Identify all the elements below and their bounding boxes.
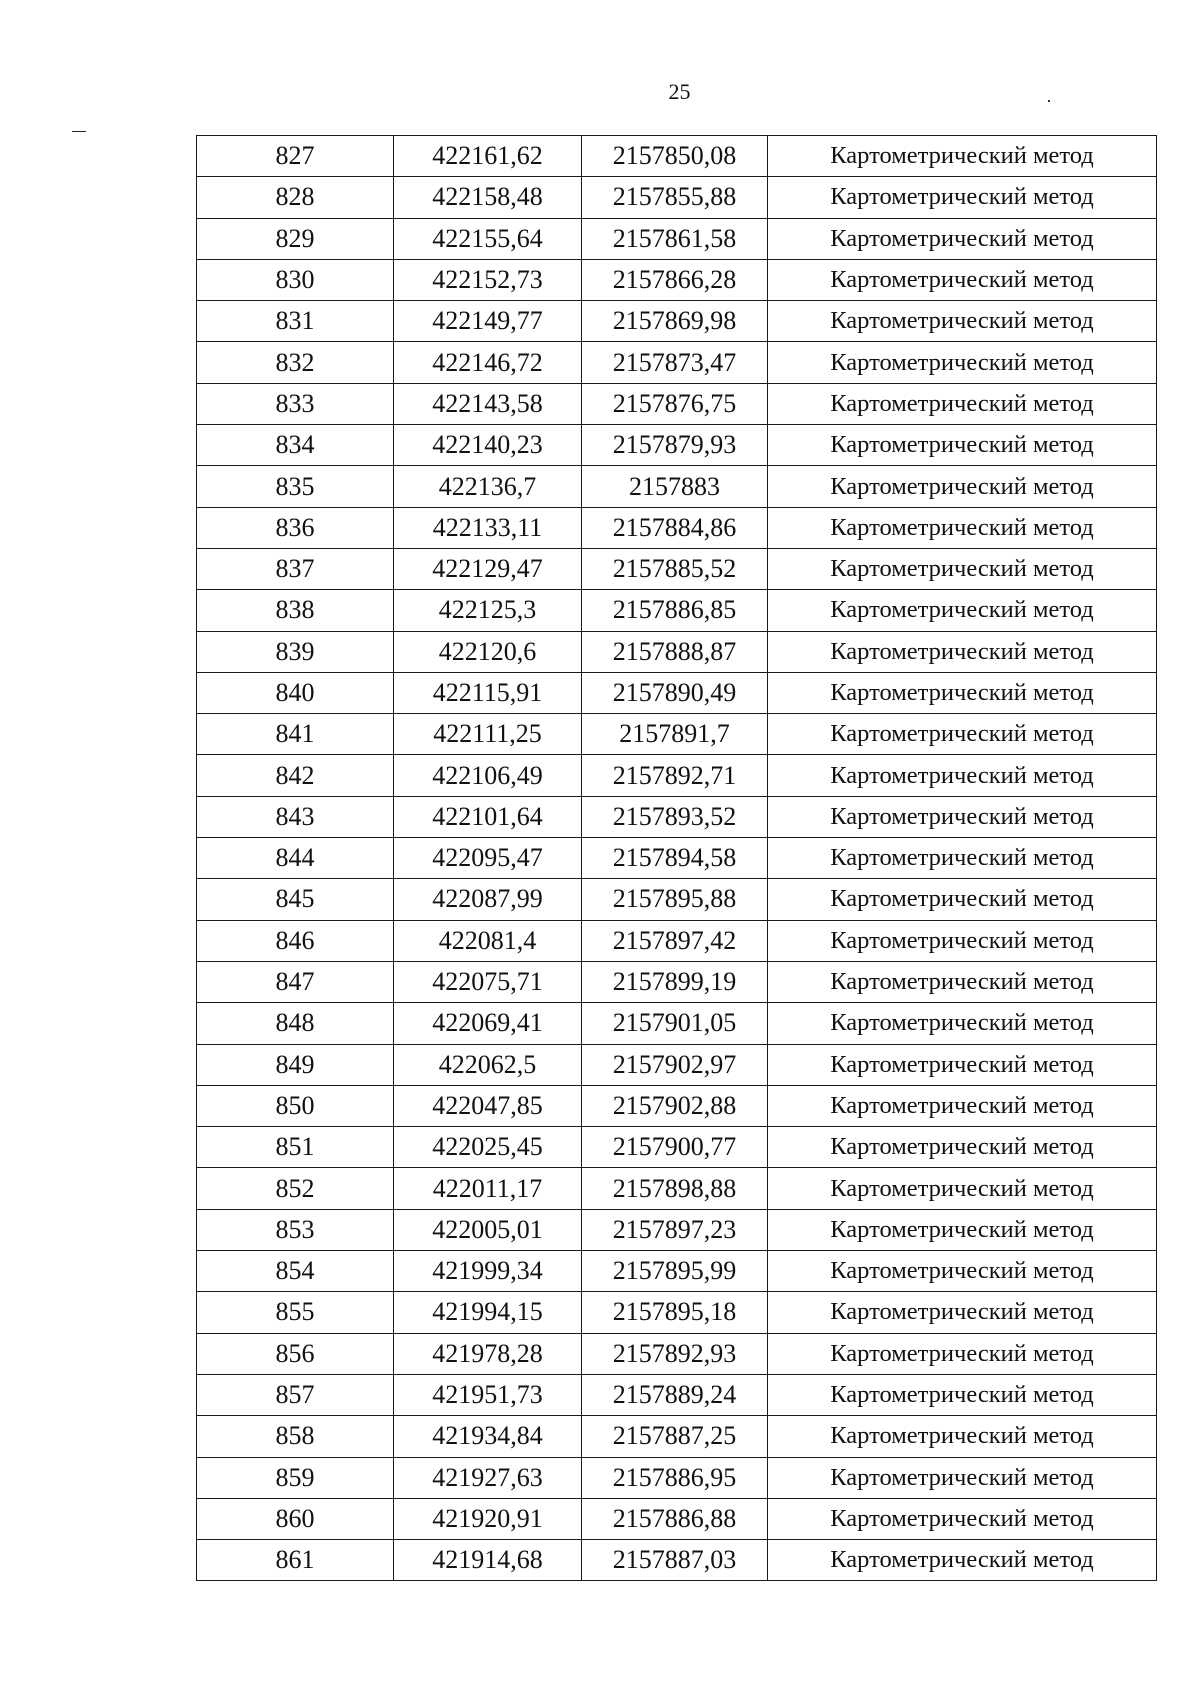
x-coordinate-cell: 422062,5 (394, 1044, 582, 1085)
x-coordinate-cell: 422011,17 (394, 1168, 582, 1209)
coordinates-table (196, 135, 1157, 1581)
y-coordinate-cell: 2157861,58 (582, 218, 768, 259)
table-row (197, 301, 1157, 342)
x-coordinate-cell: 422125,3 (394, 590, 582, 631)
method-cell: Картометрический метод (768, 1085, 1157, 1126)
method-cell: Картометрический метод (768, 136, 1157, 177)
table-row (197, 1416, 1157, 1457)
table-row (197, 755, 1157, 796)
x-coordinate-cell: 422005,01 (394, 1209, 582, 1250)
point-number-cell: 834 (197, 425, 394, 466)
method-cell: Картометрический метод (768, 714, 1157, 755)
point-number-cell: 845 (197, 879, 394, 920)
y-coordinate-cell: 2157895,88 (582, 879, 768, 920)
point-number-cell: 844 (197, 838, 394, 879)
point-number-cell: 846 (197, 920, 394, 961)
method-cell: Картометрический метод (768, 548, 1157, 589)
point-number-cell: 855 (197, 1292, 394, 1333)
method-cell: Картометрический метод (768, 961, 1157, 1002)
point-number-cell: 841 (197, 714, 394, 755)
point-number-cell: 854 (197, 1251, 394, 1292)
x-coordinate-cell: 422136,7 (394, 466, 582, 507)
margin-dash-mark (72, 131, 86, 132)
x-coordinate-cell: 421951,73 (394, 1374, 582, 1415)
y-coordinate-cell: 2157893,52 (582, 796, 768, 837)
method-cell: Картометрический метод (768, 466, 1157, 507)
y-coordinate-cell: 2157887,25 (582, 1416, 768, 1457)
table-row (197, 1085, 1157, 1126)
x-coordinate-cell: 422155,64 (394, 218, 582, 259)
x-coordinate-cell: 421914,68 (394, 1540, 582, 1581)
method-cell: Картометрический метод (768, 301, 1157, 342)
x-coordinate-cell: 422095,47 (394, 838, 582, 879)
x-coordinate-cell: 421999,34 (394, 1251, 582, 1292)
x-coordinate-cell: 422025,45 (394, 1127, 582, 1168)
method-cell: Картометрический метод (768, 383, 1157, 424)
y-coordinate-cell: 2157892,93 (582, 1333, 768, 1374)
table-row (197, 1251, 1157, 1292)
point-number-cell: 852 (197, 1168, 394, 1209)
point-number-cell: 848 (197, 1003, 394, 1044)
y-coordinate-cell: 2157855,88 (582, 177, 768, 218)
y-coordinate-cell: 2157901,05 (582, 1003, 768, 1044)
y-coordinate-cell: 2157887,03 (582, 1540, 768, 1581)
method-cell: Картометрический метод (768, 1251, 1157, 1292)
x-coordinate-cell: 422158,48 (394, 177, 582, 218)
x-coordinate-cell: 422152,73 (394, 259, 582, 300)
y-coordinate-cell: 2157879,93 (582, 425, 768, 466)
y-coordinate-cell: 2157890,49 (582, 672, 768, 713)
point-number-cell: 832 (197, 342, 394, 383)
y-coordinate-cell: 2157895,99 (582, 1251, 768, 1292)
method-cell: Картометрический метод (768, 1168, 1157, 1209)
y-coordinate-cell: 2157883 (582, 466, 768, 507)
x-coordinate-cell: 421934,84 (394, 1416, 582, 1457)
method-cell: Картометрический метод (768, 218, 1157, 259)
y-coordinate-cell: 2157885,52 (582, 548, 768, 589)
y-coordinate-cell: 2157850,08 (582, 136, 768, 177)
y-coordinate-cell: 2157886,88 (582, 1498, 768, 1539)
method-cell: Картометрический метод (768, 1540, 1157, 1581)
table-row (197, 1333, 1157, 1374)
y-coordinate-cell: 2157889,24 (582, 1374, 768, 1415)
y-coordinate-cell: 2157898,88 (582, 1168, 768, 1209)
point-number-cell: 842 (197, 755, 394, 796)
method-cell: Картометрический метод (768, 1457, 1157, 1498)
table-row (197, 838, 1157, 879)
point-number-cell: 860 (197, 1498, 394, 1539)
y-coordinate-cell: 2157892,71 (582, 755, 768, 796)
x-coordinate-cell: 422161,62 (394, 136, 582, 177)
method-cell: Картометрический метод (768, 1498, 1157, 1539)
point-number-cell: 853 (197, 1209, 394, 1250)
x-coordinate-cell: 422143,58 (394, 383, 582, 424)
point-number-cell: 851 (197, 1127, 394, 1168)
table-row (197, 714, 1157, 755)
method-cell: Картометрический метод (768, 259, 1157, 300)
x-coordinate-cell: 421978,28 (394, 1333, 582, 1374)
table-row (197, 1127, 1157, 1168)
y-coordinate-cell: 2157891,7 (582, 714, 768, 755)
y-coordinate-cell: 2157895,18 (582, 1292, 768, 1333)
point-number-cell: 840 (197, 672, 394, 713)
method-cell: Картометрический метод (768, 838, 1157, 879)
y-coordinate-cell: 2157900,77 (582, 1127, 768, 1168)
x-coordinate-cell: 422069,41 (394, 1003, 582, 1044)
table-row (197, 218, 1157, 259)
x-coordinate-cell: 422047,85 (394, 1085, 582, 1126)
point-number-cell: 850 (197, 1085, 394, 1126)
method-cell: Картометрический метод (768, 672, 1157, 713)
y-coordinate-cell: 2157869,98 (582, 301, 768, 342)
x-coordinate-cell: 422120,6 (394, 631, 582, 672)
method-cell: Картометрический метод (768, 1209, 1157, 1250)
page-number: 25 (668, 79, 691, 104)
table-row (197, 548, 1157, 589)
method-cell: Картометрический метод (768, 879, 1157, 920)
x-coordinate-cell: 422149,77 (394, 301, 582, 342)
point-number-cell: 835 (197, 466, 394, 507)
table-row (197, 1374, 1157, 1415)
table-row (197, 1209, 1157, 1250)
method-cell: Картометрический метод (768, 1416, 1157, 1457)
point-number-cell: 856 (197, 1333, 394, 1374)
y-coordinate-cell: 2157902,97 (582, 1044, 768, 1085)
x-coordinate-cell: 422129,47 (394, 548, 582, 589)
point-number-cell: 839 (197, 631, 394, 672)
x-coordinate-cell: 422115,91 (394, 672, 582, 713)
table-row (197, 466, 1157, 507)
coordinates-table-body (197, 136, 1157, 1581)
point-number-cell: 857 (197, 1374, 394, 1415)
method-cell: Картометрический метод (768, 507, 1157, 548)
method-cell: Картометрический метод (768, 1374, 1157, 1415)
x-coordinate-cell: 422101,64 (394, 796, 582, 837)
point-number-cell: 831 (197, 301, 394, 342)
point-number-cell: 833 (197, 383, 394, 424)
point-number-cell: 829 (197, 218, 394, 259)
x-coordinate-cell: 421994,15 (394, 1292, 582, 1333)
point-number-cell: 843 (197, 796, 394, 837)
table-row (197, 631, 1157, 672)
table-row (197, 383, 1157, 424)
y-coordinate-cell: 2157899,19 (582, 961, 768, 1002)
x-coordinate-cell: 422081,4 (394, 920, 582, 961)
table-row (197, 1540, 1157, 1581)
y-coordinate-cell: 2157866,28 (582, 259, 768, 300)
table-row (197, 259, 1157, 300)
table-row (197, 507, 1157, 548)
point-number-cell: 858 (197, 1416, 394, 1457)
table-row (197, 342, 1157, 383)
x-coordinate-cell: 422087,99 (394, 879, 582, 920)
x-coordinate-cell: 422075,71 (394, 961, 582, 1002)
table-row (197, 796, 1157, 837)
y-coordinate-cell: 2157888,87 (582, 631, 768, 672)
method-cell: Картометрический метод (768, 1003, 1157, 1044)
method-cell: Картометрический метод (768, 1127, 1157, 1168)
table-row (197, 1044, 1157, 1085)
point-number-cell: 830 (197, 259, 394, 300)
table-row (197, 1457, 1157, 1498)
method-cell: Картометрический метод (768, 755, 1157, 796)
x-coordinate-cell: 422106,49 (394, 755, 582, 796)
table-row (197, 961, 1157, 1002)
point-number-cell: 861 (197, 1540, 394, 1581)
y-coordinate-cell: 2157884,86 (582, 507, 768, 548)
point-number-cell: 838 (197, 590, 394, 631)
x-coordinate-cell: 422140,23 (394, 425, 582, 466)
method-cell: Картометрический метод (768, 796, 1157, 837)
table-row (197, 1168, 1157, 1209)
y-coordinate-cell: 2157886,95 (582, 1457, 768, 1498)
method-cell: Картометрический метод (768, 590, 1157, 631)
x-coordinate-cell: 422133,11 (394, 507, 582, 548)
method-cell: Картометрический метод (768, 342, 1157, 383)
y-coordinate-cell: 2157897,42 (582, 920, 768, 961)
table-row (197, 1003, 1157, 1044)
table-row (197, 177, 1157, 218)
point-number-cell: 847 (197, 961, 394, 1002)
table-row (197, 1498, 1157, 1539)
margin-dot-mark (1048, 100, 1050, 102)
y-coordinate-cell: 2157897,23 (582, 1209, 768, 1250)
point-number-cell: 827 (197, 136, 394, 177)
y-coordinate-cell: 2157894,58 (582, 838, 768, 879)
y-coordinate-cell: 2157876,75 (582, 383, 768, 424)
x-coordinate-cell: 422146,72 (394, 342, 582, 383)
table-row (197, 136, 1157, 177)
point-number-cell: 828 (197, 177, 394, 218)
table-row (197, 425, 1157, 466)
x-coordinate-cell: 422111,25 (394, 714, 582, 755)
point-number-cell: 836 (197, 507, 394, 548)
y-coordinate-cell: 2157886,85 (582, 590, 768, 631)
y-coordinate-cell: 2157902,88 (582, 1085, 768, 1126)
table-row (197, 920, 1157, 961)
method-cell: Картометрический метод (768, 1333, 1157, 1374)
table-row (197, 590, 1157, 631)
table-row (197, 1292, 1157, 1333)
table-row (197, 879, 1157, 920)
point-number-cell: 859 (197, 1457, 394, 1498)
method-cell: Картометрический метод (768, 920, 1157, 961)
method-cell: Картометрический метод (768, 1044, 1157, 1085)
point-number-cell: 837 (197, 548, 394, 589)
x-coordinate-cell: 421927,63 (394, 1457, 582, 1498)
method-cell: Картометрический метод (768, 425, 1157, 466)
y-coordinate-cell: 2157873,47 (582, 342, 768, 383)
method-cell: Картометрический метод (768, 177, 1157, 218)
method-cell: Картометрический метод (768, 631, 1157, 672)
point-number-cell: 849 (197, 1044, 394, 1085)
method-cell: Картометрический метод (768, 1292, 1157, 1333)
x-coordinate-cell: 421920,91 (394, 1498, 582, 1539)
table-row (197, 672, 1157, 713)
